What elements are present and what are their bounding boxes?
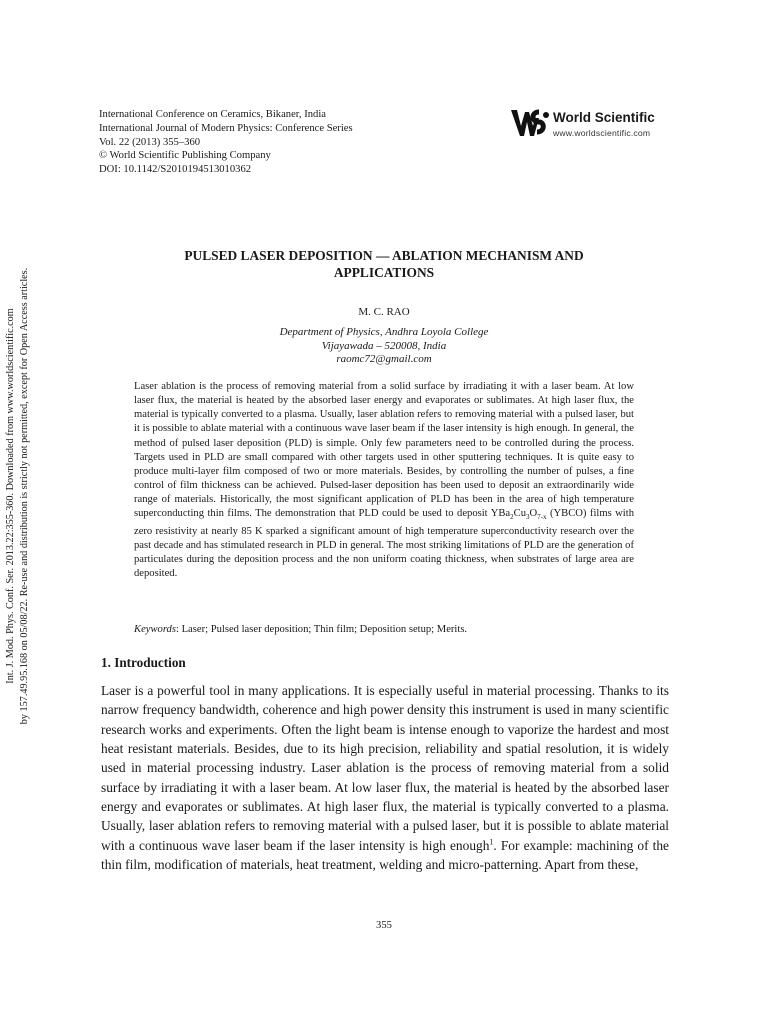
section-heading: 1. Introduction xyxy=(101,655,186,670)
journal-header xyxy=(99,108,479,177)
body-part1: Laser is a powerful tool in many applications. It is especially useful in material processing. Thanks to its narrow frequency bandwidth, coherence and high power density this instrument is used in many scientific research works and experiments. Often the light beam is intense enough to vaporize the hardest and most heat resistant materials. Besides, due to its high precision, reliability and spatial resolution, it is widely used in material processing industry. Laser ablation is the process of removing material from a solid surface by irradiating it with a laser beam. At low laser flux, the material is heated by the absorbed laser energy and evaporates or sublimates. At high laser flux, the material is typically converted to a plasma. Usually, laser ablation refers to removing material with a pulsed laser, but it is possible to ablate material with a continuous wave laser beam if the laser intensity is high enough xyxy=(101,683,669,853)
author-name: M. C. RAO xyxy=(358,306,410,318)
download-notice-line2: by 157.49.95.168 on 05/08/22. Re-use and distribution is strictly not permitted, except for Open Access articles. xyxy=(19,267,30,725)
reference-marker: 1 xyxy=(489,837,494,847)
paper-title-line1: PULSED LASER DEPOSITION — ABLATION MECHANISM AND xyxy=(184,248,584,263)
author-affiliation xyxy=(99,326,669,367)
affiliation-city: Vijayawada – 520008, India xyxy=(321,339,447,352)
page-number: 355 xyxy=(376,920,392,931)
download-notice xyxy=(4,266,40,726)
abstract xyxy=(134,380,634,581)
author-email: raomc72@gmail.com xyxy=(336,353,432,365)
paper-title-line2: APPLICATIONS xyxy=(333,264,435,280)
keywords-text: : Laser; Pulsed laser deposition; Thin film; Deposition setup; Merits. xyxy=(175,624,468,635)
publisher-logo xyxy=(509,106,679,140)
ybco-formula: $YBa_2Cu_3O_{7-x}$ xyxy=(490,508,547,522)
publisher-name: World Scientific xyxy=(553,110,655,125)
affiliation-department: Department of Physics, Andhra Loyola College xyxy=(279,326,489,338)
introduction-body xyxy=(101,681,669,874)
body-part2: . For example: machining of the thin film, modification of materials, heat treatment, welding and micro-patterning. Apart from these, xyxy=(101,837,669,873)
copyright-line: © World Scientific Publishing Company xyxy=(99,150,271,162)
publisher-url: www.worldscientific.com xyxy=(553,128,651,138)
keywords-label: Keywords xyxy=(134,624,176,635)
world-scientific-logo-icon xyxy=(509,106,551,138)
series-line: International Journal of Modern Physics: Conference Series xyxy=(99,122,353,134)
download-notice-line1: Int. J. Mod. Phys. Conf. Ser. 2013.22:355-360. Downloaded from www.worldscientific.com xyxy=(5,308,16,684)
paper-title xyxy=(99,248,669,281)
volume-line: Vol. 22 (2013) 355–360 xyxy=(99,136,201,148)
abstract-part1: Laser ablation is the process of removing material from a solid surface by irradiating it with a laser beam. At low laser flux, the material is heated by the absorbed laser energy and evaporates or sublimates. At high laser flux, the material is typically converted to a plasma. Usually, laser ablation refers to removing material with a pulsed laser, but it is possible to ablate material with a continuous wave laser beam if the laser intensity is high enough. In general, the method of pulsed laser deposition (PLD) is simple. Only few parameters need to be controlled during the process. Targets used in PLD are small compared with other targets used in other sputtering techniques. It is quite easy to produce multi-layer film composed of two or more materials. Besides, by controlling the number of pulses, a fine control of film thickness can be achieved. Pulsed-laser deposition has been used to deposit an extraordinarily wide range of materials. Historically, the most significant application of PLD has been in the area of high temperature superconducting thin films. The demonstration that PLD could be used to deposit xyxy=(134,381,634,520)
doi-line: DOI: 10.1142/S2010194513010362 xyxy=(99,164,252,176)
conference-line: International Conference on Ceramics, Bikaner, India xyxy=(99,109,326,120)
abstract-part2: (YBCO) films with zero resistivity at nearly 85 K sparked a significant amount of high temperature superconductivity research over the past decade and has stimulated research in PLD in general. The most striking limitations of PLD are the generation of particulates during the deposition process and the non uniform coating thickness, when substrates of large area are deposited. xyxy=(134,508,634,580)
keywords xyxy=(134,624,634,635)
